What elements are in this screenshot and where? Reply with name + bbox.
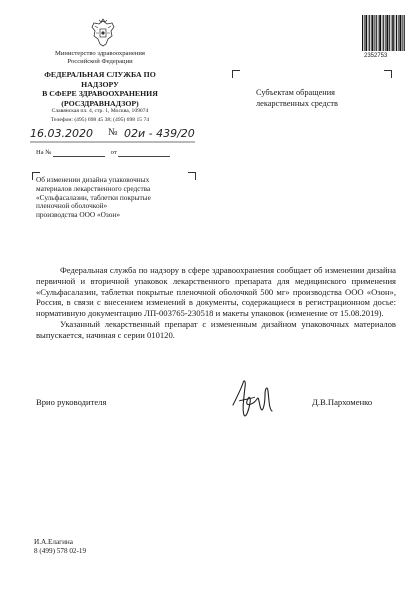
body-paragraph-2: Указанный лекарственный препарат с измененным дизайном упаковочных материалов выпускается, начиная с серии 010120. (36, 319, 396, 340)
reference-number-label: На № (36, 149, 52, 156)
service-line-2: В СФЕРЕ ЗДРАВООХРАНЕНИЯ (42, 89, 158, 99)
reference-line (36, 149, 170, 157)
signer-position: Врио руководителя (36, 397, 107, 407)
subject-bracket-top-right (188, 172, 196, 180)
reference-date-label: от (110, 149, 117, 156)
executor-block (34, 538, 86, 557)
signer-name: Д.В.Пархоменко (312, 397, 373, 407)
addressee-block (256, 87, 338, 109)
executor-phone: 8 (499) 578 02-19 (34, 547, 87, 556)
reference-date-blank (118, 149, 170, 157)
executor-name: И.А.Елагина (34, 538, 73, 546)
addressee-line-2: лекарственных средств (256, 99, 338, 109)
subject-block (36, 176, 186, 220)
service-line-1: ФЕДЕРАЛЬНАЯ СЛУЖБА ПО НАДЗОРУ (44, 70, 156, 89)
service-line-3: (РОСЗДРАВНАДЗОР) (61, 99, 139, 109)
letter-body (36, 265, 396, 341)
address-line: Славянская пл. 4, стр. 1, Москва, 109074 (51, 108, 149, 114)
service-name (30, 70, 170, 109)
number-label: № (108, 127, 118, 138)
ministry-line-1: Министерство здравоохранения (55, 50, 145, 57)
barcode-image (362, 15, 406, 51)
addressee-line-1: Субъектам обращения (256, 88, 335, 97)
subject-line-3: «Сульфасалазин, таблетки покрытые (36, 192, 151, 202)
barcode-number: 2352753 (364, 53, 388, 59)
subject-line-5: производства ООО «Озон» (36, 210, 120, 219)
registration-date: 16.03.2020 (30, 127, 93, 140)
ministry-name (30, 50, 170, 66)
addressee-bracket-top-left (232, 70, 240, 78)
ministry-line-2: Российской Федерации (67, 57, 133, 65)
subject-line-2: материалов лекарственного средства (36, 183, 151, 193)
handwritten-signature (225, 375, 285, 420)
reference-number-blank (53, 149, 105, 157)
phone-line: Телефон: (495) 698 45 38; (495) 698 15 74 (50, 116, 150, 123)
coat-of-arms-emblem (90, 18, 116, 48)
body-paragraph-1: Федеральная служба по надзору в сфере здравоохранения сообщает об изменении дизайна первичной и вторичной упаковок лекарственного препарата для медицинского применения «Сульфасалазин, таблетки покрытые пленочной оболочкой 500 мг» производства ООО «Озон», Россия, в связи с внесением изменений в документы, содержащиеся в регистрационном досье: нормативную документацию ЛП-003765-230518 и макеты упаковок (изменение от 15.08.2019). (36, 265, 396, 319)
service-address (30, 107, 170, 124)
registration-number: 02и - 439/20 (124, 127, 195, 140)
subject-line-1: Об изменении дизайна упаковочных (36, 175, 150, 184)
addressee-bracket-top-right (384, 70, 392, 78)
subject-line-4: пленочной оболочкой» (36, 201, 108, 211)
registration-underline (30, 141, 195, 143)
